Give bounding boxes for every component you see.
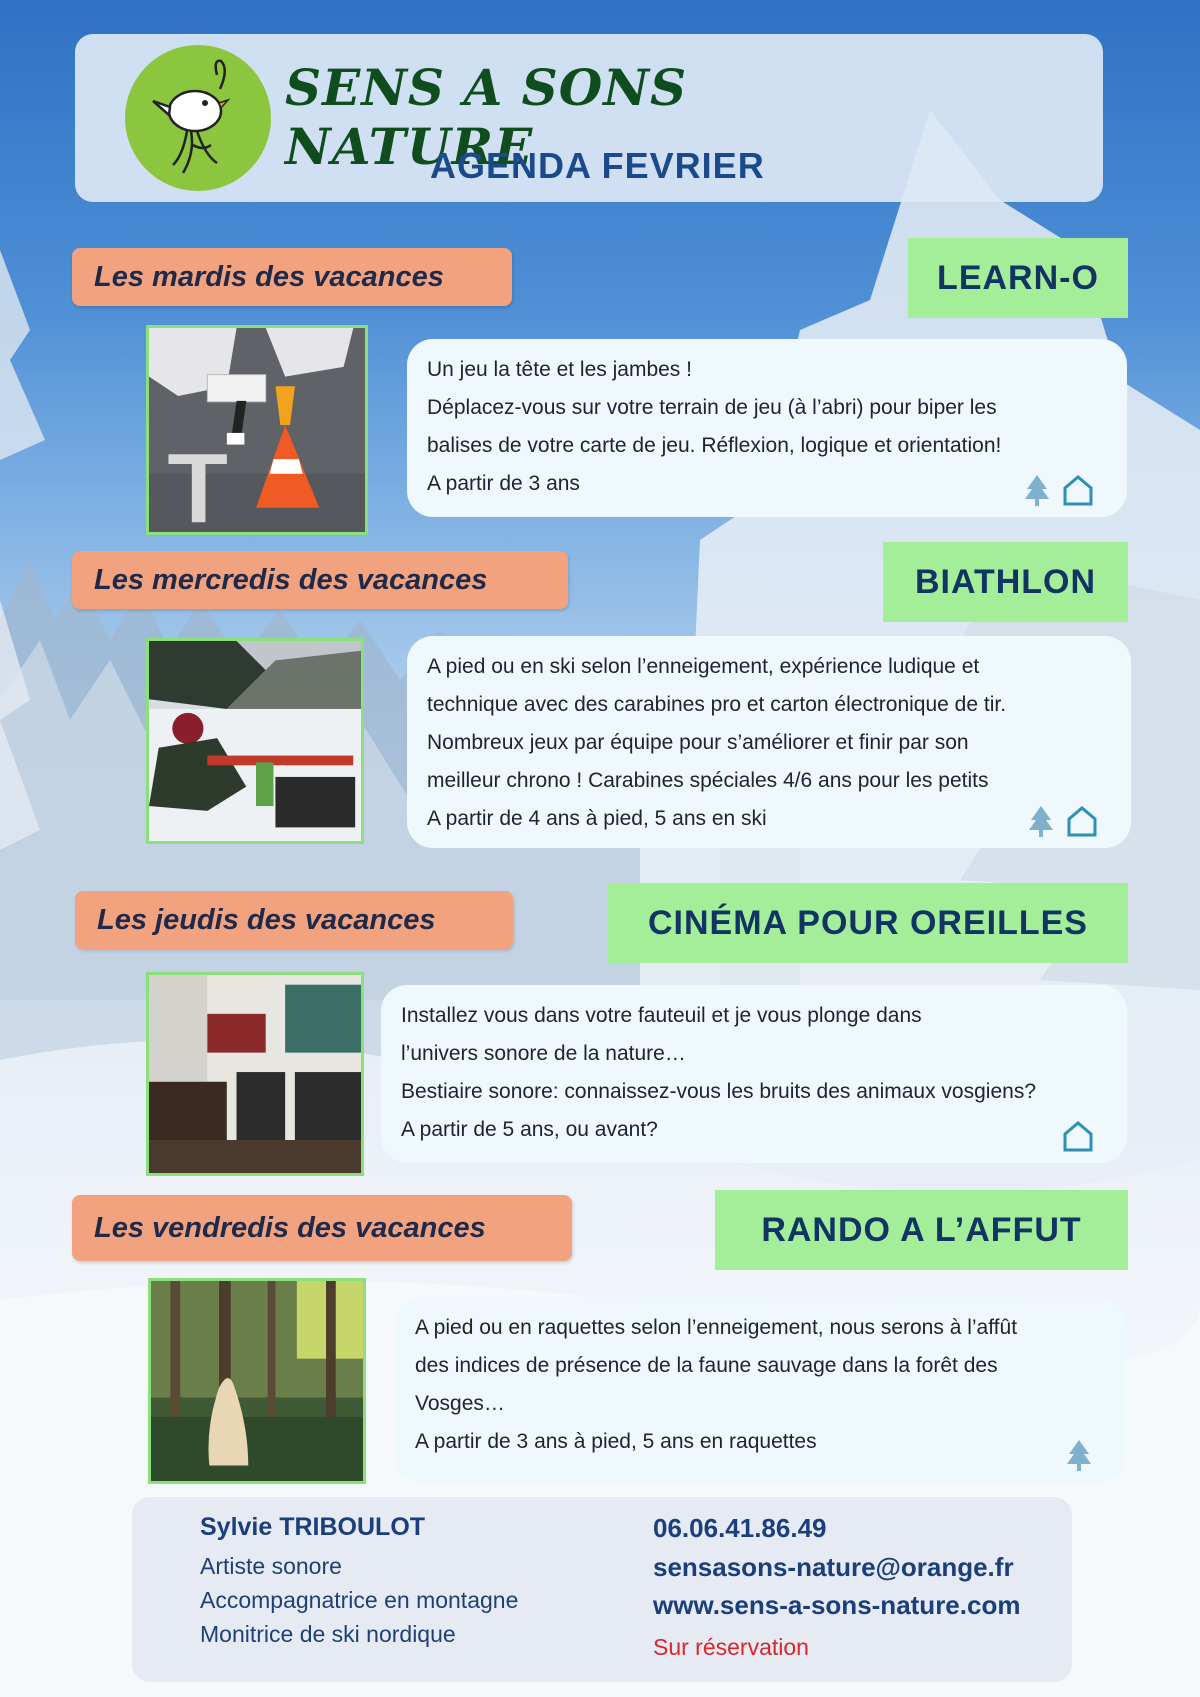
activity-photo-learn-o (146, 325, 368, 535)
description-line: Un jeu la tête et les jambes ! (427, 358, 692, 381)
house-icon (1065, 804, 1099, 838)
contact-role: Accompagnatrice en montagne (200, 1587, 519, 1613)
day-label-tuesday: Les mardis des vacances (72, 248, 512, 306)
activity-photo-biathlon (146, 638, 364, 844)
description-line: A partir de 4 ans à pied, 5 ans en ski (427, 807, 767, 830)
description-line: Vosges… (415, 1392, 505, 1415)
day-label-thursday: Les jeudis des vacances (75, 891, 513, 949)
description-line: A partir de 3 ans (427, 472, 580, 495)
contact-phone[interactable]: 06.06.41.86.49 (653, 1513, 827, 1543)
activity-description-cinema (381, 985, 1127, 1163)
activity-description-rando (395, 1297, 1125, 1482)
tree-icon (1023, 473, 1051, 507)
contact-email-link[interactable]: sensasons-nature@orange.fr (653, 1552, 1014, 1582)
activity-title-biathlon: BIATHLON (883, 542, 1128, 622)
activity-title-learn-o: LEARN-O (908, 238, 1128, 318)
activity-description-biathlon (407, 636, 1131, 848)
description-line: A partir de 3 ans à pied, 5 ans en raquettes (415, 1430, 817, 1453)
house-icon (1061, 1119, 1095, 1153)
reservation-note: Sur réservation (653, 1634, 809, 1660)
page-title: AGENDA FEVRIER (430, 145, 765, 186)
house-icon (1061, 473, 1095, 507)
activity-photo-rando (148, 1278, 366, 1484)
activity-title-rando-a-laffut: RANDO A L’AFFUT (715, 1190, 1128, 1270)
logo (125, 45, 271, 191)
day-label-wednesday: Les mercredis des vacances (72, 551, 568, 609)
bird-logo-icon (125, 45, 271, 191)
activity-photo-cinema (146, 972, 364, 1176)
description-line: Bestiaire sonore: connaissez-vous les bruits des animaux vosgiens? (401, 1080, 1036, 1103)
activity-title-cinema-pour-oreilles: CINÉMA POUR OREILLES (608, 883, 1128, 963)
description-line: A partir de 5 ans, ou avant? (401, 1118, 658, 1141)
website-link[interactable]: www.sens-a-sons-nature.com (653, 1590, 1021, 1620)
brand-name: SENS A SONS NATURE (285, 58, 688, 176)
contact-role: Artiste sonore (200, 1553, 342, 1579)
tree-icon (1065, 1438, 1093, 1472)
description-line: des indices de présence de la faune sauvage dans la forêt des (415, 1354, 998, 1377)
description-line: l’univers sonore de la nature… (401, 1042, 686, 1065)
description-line: technique avec des carabines pro et carton électronique de tir. (427, 693, 1007, 716)
description-line: balises de votre carte de jeu. Réflexion, logique et orientation! (427, 434, 1002, 457)
description-line: A pied ou en ski selon l’enneigement, expérience ludique et (427, 655, 980, 678)
description-line: Installez vous dans votre fauteuil et je vous plonge dans (401, 1004, 922, 1027)
description-line: Déplacez-vous sur votre terrain de jeu (à l’abri) pour biper les (427, 396, 997, 419)
contact-role: Monitrice de ski nordique (200, 1621, 456, 1647)
description-line: Nombreux jeux par équipe pour s’améliorer et finir par son (427, 731, 969, 754)
tree-icon (1027, 804, 1055, 838)
activity-description-learn-o (407, 339, 1127, 517)
description-line: A pied ou en raquettes selon l’enneigement, nous serons à l’affût (415, 1316, 1018, 1339)
day-label-friday: Les vendredis des vacances (72, 1195, 572, 1261)
description-line: meilleur chrono ! Carabines spéciales 4/6 ans pour les petits (427, 769, 989, 792)
contact-name: Sylvie TRIBOULOT (200, 1513, 426, 1541)
